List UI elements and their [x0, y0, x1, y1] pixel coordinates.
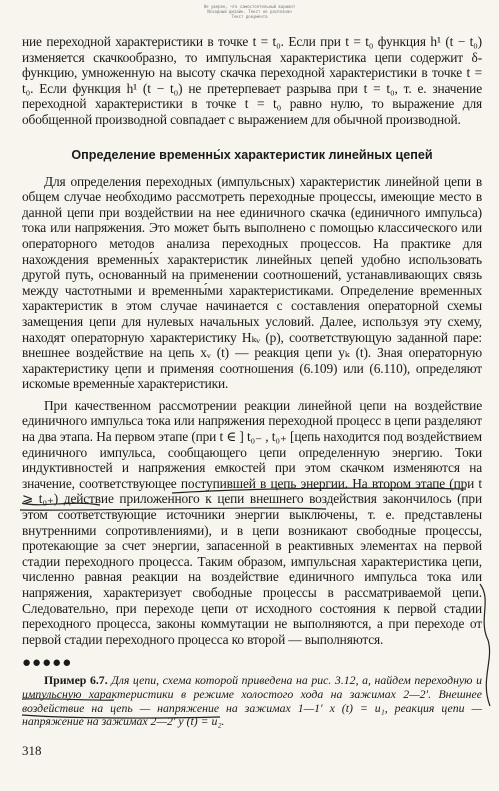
example-lead: Пример 6.7.: [44, 673, 108, 688]
section-bullets: ●●●●●: [22, 655, 73, 672]
stamp-line: Не уверен, что самостоятельный вариант: [203, 4, 296, 9]
page-number: 318: [22, 742, 42, 758]
paragraph-impulse: При качественном рассмотрении реакции линейной цепи на воздействие единичного импульса тока или напряжения переходной процесс в цепи разделяют на два этапа. На первом этапе (при t ∈ ] t₀₋ , t₀₊ [цепь находится под воздействием единичного импульса, сообщающего цепи определенную энергию. Токи индуктивностей и напряжения емкостей при этом скачком изменяются на значение, соответствующее поступившей в цепь энергии. На втором этапе (при t ⩾ t₀₊) действие приложенного к цепи внешнего воздействия закончилось (при этом соответствующие источники энергии выключены, т. е. представлены внутренними сопротивлениями), и в цепи возникают свободные процессы, протекающие за счет энергии, запасенной в реактивных элементах на первой стадии переходного процесса. Таким образом, импульсная характеристика цепи, численно равная реакции на воздействие единичного импульса тока или напряжения, характеризует свободные процессы в рассматриваемой цепи. Следовательно, при переходе цепи от исходного состояния к первой стадии переходного процесса, законы коммутации не выполняются, а при переходе от первой стадии переходного процесса ко второй — выполняются.: [22, 397, 482, 647]
paragraph-method: Для определения переходных (импульсных) характеристик линейной цепи в общем случае необходимо рассмотреть переходные процессы, имеющие место в данной цепи при воздействии на нее единичного скачка (единичного импульса) тока или напряжения. Это может быть выполнено с помощью классического или операторного методов анализа переходных процессов. На практике для нахождения временны́х характеристик линейных цепей удобно использовать другой путь, основанный на применении соотношений, устанавливающих связь между частотными и временны́ми характеристиками. Определение временных характеристик в этом случае начинается с составления операторной схемы замещения цепи для нулевых начальных условий. Далее, используя эту схему, находят операторную характеристику Hₖᵥ (p), соответствующую заданной паре: внешнее воздействие на цепь xᵥ (t) — реакция цепи yₖ (t). Зная операторную характеристику цепи и применяя соотношения (6.109) или (6.110), определяют искомые временны́е характеристики.: [22, 173, 482, 392]
scan-stamp: [0, 4, 499, 19]
book-page: [22, 34, 482, 759]
example-text: Для цепи, схема которой приведена на рис. 3.12, а, найдем переходную и импульсную характеристики в режиме холостого хода на зажимах 2—2′. Внешнее воздействие на цепь — напряжение на зажимах 1—1′ x (t) = u₁, реакция цепи — напряжение на зажимах 2—2′ y (t) = u₂.: [22, 673, 482, 729]
paragraph-continuation: ние переходной характеристики в точке t = t₀. Если при t = t₀ функция h¹ (t − t₀) изменяется скачкообразно, то импульсная характеристика цепи содержит δ-функцию, умноженную на высоту скачка переходной характеристики в точке t = t₀. Если функция h¹ (t − t₀) не претерпевает разрыва при t = t₀, т. е. значение переходной характеристики в точке t = t₀ равно нулю, то выражение для обобщенной производной совпадает с выражением для обычной производной.: [22, 34, 482, 127]
section-heading: Определение временны́х характеристик линейных цепей: [71, 147, 433, 162]
stamp-line: Исходный дизайн. Текст не распознан: [207, 9, 292, 14]
stamp-line: Текст документа: [231, 14, 268, 19]
example-block: [22, 674, 482, 728]
